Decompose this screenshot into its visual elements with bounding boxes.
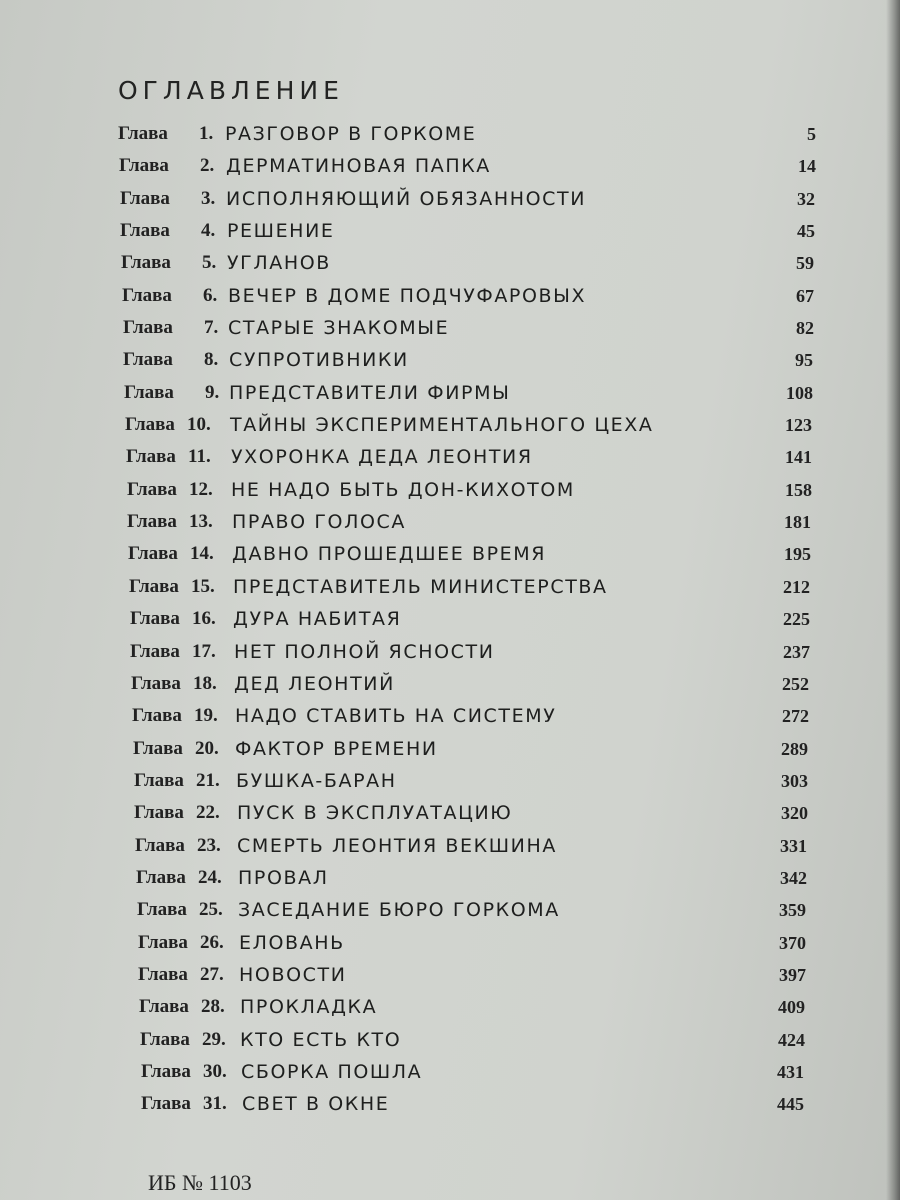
chapter-page-number: 212 bbox=[783, 576, 810, 597]
toc-entry bbox=[0, 183, 900, 215]
chapter-word: Глава bbox=[141, 1060, 191, 1082]
chapter-title: ПРЕДСТАВИТЕЛЬ МИНИСТЕРСТВА bbox=[233, 575, 608, 598]
toc-entry bbox=[0, 441, 900, 473]
chapter-word: Глава bbox=[133, 737, 183, 759]
chapter-number: 30. bbox=[203, 1060, 227, 1082]
chapter-word: Глава bbox=[128, 543, 178, 565]
chapter-page-number: 181 bbox=[784, 512, 811, 533]
chapter-title: СУПРОТИВНИКИ bbox=[229, 349, 409, 372]
chapter-number: 18. bbox=[193, 672, 217, 694]
chapter-number: 26. bbox=[200, 931, 224, 953]
chapter-number: 27. bbox=[200, 963, 224, 985]
toc-entry bbox=[0, 959, 900, 991]
chapter-page-number: 289 bbox=[781, 738, 808, 759]
toc-entry bbox=[0, 1088, 900, 1120]
chapter-page-number: 237 bbox=[783, 641, 810, 662]
chapter-number: 17. bbox=[192, 640, 216, 662]
chapter-page-number: 95 bbox=[795, 350, 813, 371]
chapter-word: Глава bbox=[134, 802, 184, 824]
chapter-title: ДЕД ЛЕОНТИЙ bbox=[234, 672, 395, 695]
chapter-page-number: 5 bbox=[807, 124, 816, 144]
chapter-page-number: 342 bbox=[780, 867, 807, 888]
chapter-page-number: 82 bbox=[796, 318, 814, 339]
chapter-title: ИСПОЛНЯЮЩИЙ ОБЯЗАННОСТИ bbox=[226, 187, 587, 210]
chapter-word: Глава bbox=[129, 575, 179, 597]
chapter-title: НЕ НАДО БЫТЬ ДОН-КИХОТОМ bbox=[231, 478, 575, 501]
chapter-title: ДЕРМАТИНОВАЯ ПАПКА bbox=[226, 155, 491, 178]
chapter-page-number: 141 bbox=[785, 447, 812, 468]
chapter-number: 13. bbox=[189, 511, 213, 533]
chapter-page-number: 32 bbox=[797, 188, 815, 209]
toc-entry bbox=[0, 215, 900, 247]
chapter-title: БУШКА-БАРАН bbox=[236, 769, 397, 792]
chapter-word: Глава bbox=[126, 446, 176, 468]
chapter-number: 23. bbox=[197, 834, 221, 856]
chapter-title: ЕЛОВАНЬ bbox=[239, 931, 345, 954]
chapter-word: Глава bbox=[135, 834, 185, 856]
toc-entry bbox=[0, 797, 900, 829]
chapter-title: ПРЕДСТАВИТЕЛИ ФИРМЫ bbox=[229, 381, 511, 404]
toc-entry bbox=[0, 733, 900, 765]
chapter-word: Глава bbox=[121, 252, 171, 274]
chapter-page-number: 397 bbox=[779, 964, 806, 985]
chapter-word: Глава bbox=[118, 123, 168, 144]
chapter-title: СТАРЫЕ ЗНАКОМЫЕ bbox=[228, 317, 450, 340]
chapter-number: 4. bbox=[201, 220, 216, 242]
toc-entry bbox=[0, 862, 900, 894]
chapter-number: 20. bbox=[195, 737, 219, 759]
toc-entry bbox=[0, 765, 900, 797]
toc-entry bbox=[0, 830, 900, 862]
chapter-word: Глава bbox=[138, 931, 188, 953]
toc-entry bbox=[0, 700, 900, 732]
chapter-number: 28. bbox=[201, 996, 225, 1018]
chapter-number: 2. bbox=[200, 155, 215, 177]
chapter-number: 11. bbox=[188, 446, 211, 468]
chapter-title: РАЗГОВОР В ГОРКОМЕ bbox=[225, 123, 477, 145]
toc-entry bbox=[0, 1024, 900, 1056]
toc-entry bbox=[0, 927, 900, 959]
toc-entry bbox=[0, 991, 900, 1023]
toc-entry bbox=[0, 668, 900, 700]
chapter-title: СБОРКА ПОШЛА bbox=[241, 1060, 423, 1083]
chapter-number: 8. bbox=[204, 349, 219, 371]
toc-entry bbox=[0, 506, 900, 538]
chapter-page-number: 14 bbox=[798, 156, 816, 177]
toc-entry bbox=[0, 1056, 900, 1088]
chapter-page-number: 303 bbox=[781, 770, 808, 791]
chapter-word: Глава bbox=[130, 608, 180, 630]
toc-entry bbox=[0, 603, 900, 635]
chapter-page-number: 431 bbox=[777, 1061, 804, 1082]
chapter-number: 7. bbox=[204, 317, 219, 339]
chapter-number: 5. bbox=[202, 252, 217, 274]
chapter-word: Глава bbox=[134, 769, 184, 791]
chapter-title: ПУСК В ЭКСПЛУАТАЦИЮ bbox=[237, 802, 513, 825]
chapter-page-number: 331 bbox=[780, 835, 807, 856]
chapter-page-number: 45 bbox=[797, 221, 815, 242]
chapter-title: КТО ЕСТЬ КТО bbox=[240, 1028, 402, 1051]
chapter-page-number: 252 bbox=[782, 673, 809, 694]
chapter-word: Глава bbox=[123, 317, 173, 339]
chapter-word: Глава bbox=[136, 866, 186, 888]
chapter-page-number: 320 bbox=[781, 803, 808, 824]
chapter-word: Глава bbox=[140, 1028, 190, 1050]
chapter-word: Глава bbox=[125, 414, 175, 436]
chapter-title: НОВОСТИ bbox=[239, 963, 347, 986]
chapter-word: Глава bbox=[120, 220, 170, 242]
chapter-title: НЕТ ПОЛНОЙ ЯСНОСТИ bbox=[234, 640, 495, 663]
chapter-title: УХОРОНКА ДЕДА ЛЕОНТИЯ bbox=[231, 446, 533, 469]
chapter-title: ЗАСЕДАНИЕ БЮРО ГОРКОМА bbox=[238, 899, 560, 922]
chapter-title: РЕШЕНИЕ bbox=[227, 220, 335, 243]
chapter-title: ФАКТОР ВРЕМЕНИ bbox=[235, 737, 438, 760]
toc-entry bbox=[0, 280, 900, 312]
chapter-word: Глава bbox=[127, 511, 177, 533]
chapter-number: 1. bbox=[199, 123, 214, 144]
chapter-number: 15. bbox=[191, 575, 215, 597]
chapter-word: Глава bbox=[122, 284, 172, 306]
chapter-title: ТАЙНЫ ЭКСПЕРИМЕНТАЛЬНОГО ЦЕХА bbox=[230, 414, 654, 437]
chapter-page-number: 67 bbox=[796, 285, 814, 306]
chapter-title: УГЛАНОВ bbox=[227, 252, 331, 275]
chapter-title: ПРАВО ГОЛОСА bbox=[232, 511, 407, 534]
chapter-title: СВЕТ В ОКНЕ bbox=[242, 1093, 390, 1116]
chapter-title: ПРОВАЛ bbox=[238, 866, 329, 889]
chapter-page-number: 158 bbox=[785, 479, 812, 500]
chapter-word: Глава bbox=[132, 705, 182, 727]
chapter-number: 14. bbox=[190, 543, 214, 565]
chapter-number: 16. bbox=[192, 608, 216, 630]
chapter-word: Глава bbox=[141, 1093, 191, 1115]
toc-entry bbox=[0, 312, 900, 344]
chapter-number: 19. bbox=[194, 705, 218, 727]
chapter-page-number: 272 bbox=[782, 706, 809, 727]
chapter-number: 22. bbox=[196, 802, 220, 824]
chapter-page-number: 195 bbox=[784, 544, 811, 565]
toc-entry bbox=[0, 247, 900, 279]
chapter-number: 6. bbox=[203, 284, 218, 306]
toc-entry bbox=[0, 894, 900, 926]
chapter-page-number: 59 bbox=[796, 253, 814, 274]
toc-entry bbox=[0, 571, 900, 603]
chapter-number: 3. bbox=[201, 187, 216, 209]
chapter-number: 31. bbox=[203, 1093, 227, 1115]
chapter-word: Глава bbox=[131, 672, 181, 694]
toc-entry bbox=[0, 538, 900, 570]
chapter-number: 29. bbox=[202, 1028, 226, 1050]
chapter-page-number: 359 bbox=[779, 900, 806, 921]
toc-entry bbox=[0, 150, 900, 182]
chapter-number: 12. bbox=[189, 478, 213, 500]
chapter-title: ДУРА НАБИТАЯ bbox=[233, 608, 402, 631]
chapter-word: Глава bbox=[124, 381, 174, 403]
toc-list bbox=[0, 118, 900, 1121]
toc-entry bbox=[0, 377, 900, 409]
chapter-word: Глава bbox=[127, 478, 177, 500]
chapter-word: Глава bbox=[123, 349, 173, 371]
chapter-title: ВЕЧЕР В ДОМЕ ПОДЧУФАРОВЫХ bbox=[228, 284, 587, 307]
toc-entry bbox=[0, 118, 900, 150]
chapter-number: 9. bbox=[205, 381, 220, 403]
chapter-page-number: 225 bbox=[783, 609, 810, 630]
chapter-title: ПРОКЛАДКА bbox=[240, 996, 378, 1019]
chapter-title: СМЕРТЬ ЛЕОНТИЯ ВЕКШИНА bbox=[237, 834, 557, 857]
toc-entry bbox=[0, 636, 900, 668]
chapter-word: Глава bbox=[137, 899, 187, 921]
toc-entry bbox=[0, 344, 900, 376]
toc-entry bbox=[0, 409, 900, 441]
chapter-page-number: 445 bbox=[777, 1094, 804, 1115]
chapter-word: Глава bbox=[138, 963, 188, 985]
chapter-number: 25. bbox=[199, 899, 223, 921]
chapter-word: Глава bbox=[120, 187, 170, 209]
toc-entry bbox=[0, 474, 900, 506]
chapter-page-number: 123 bbox=[785, 415, 812, 436]
chapter-page-number: 424 bbox=[778, 1029, 805, 1050]
chapter-page-number: 409 bbox=[778, 997, 805, 1018]
chapter-title: ДАВНО ПРОШЕДШЕЕ ВРЕМЯ bbox=[232, 543, 547, 566]
chapter-page-number: 370 bbox=[779, 932, 806, 953]
chapter-word: Глава bbox=[130, 640, 180, 662]
chapter-number: 21. bbox=[196, 769, 220, 791]
toc-title: ОГЛАВЛЕНИЕ bbox=[118, 76, 344, 105]
chapter-word: Глава bbox=[139, 996, 189, 1018]
chapter-title: НАДО СТАВИТЬ НА СИСТЕМУ bbox=[235, 705, 557, 728]
publisher-ib-number: ИБ № 1103 bbox=[148, 1170, 252, 1195]
chapter-word: Глава bbox=[119, 155, 169, 177]
chapter-number: 10. bbox=[187, 414, 211, 436]
chapter-page-number: 108 bbox=[786, 382, 813, 403]
chapter-number: 24. bbox=[198, 866, 222, 888]
